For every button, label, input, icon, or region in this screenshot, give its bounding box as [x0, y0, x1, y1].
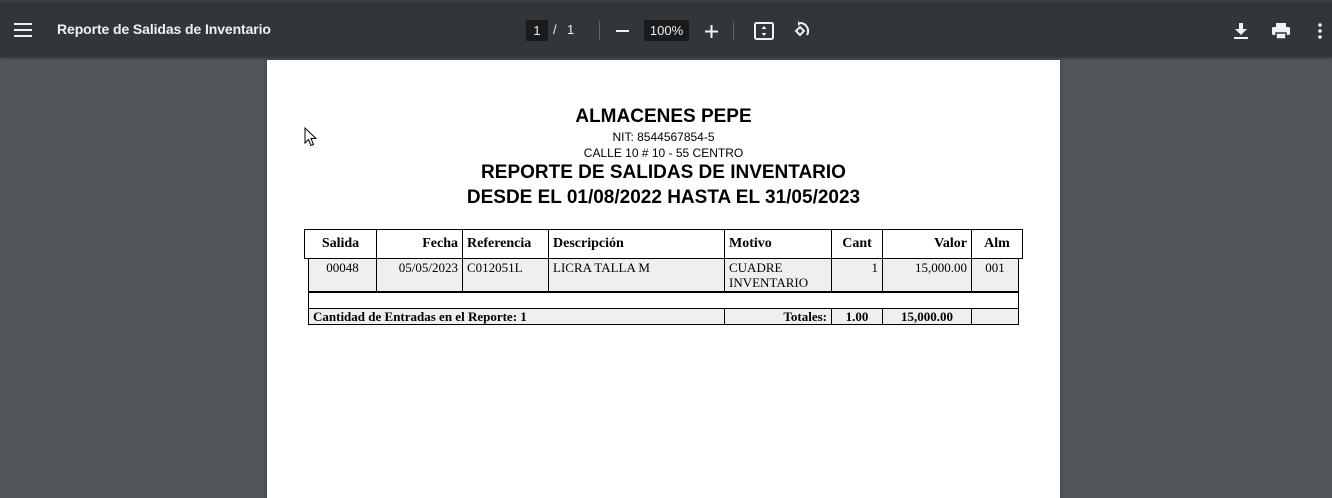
plus-icon: [705, 25, 718, 38]
col-header-salida: Salida: [304, 229, 377, 259]
print-icon: [1272, 23, 1290, 39]
download-icon: [1234, 23, 1248, 39]
fit-to-page-icon: [754, 22, 774, 40]
col-header-fecha: Fecha: [376, 229, 463, 259]
toolbar-divider: [733, 21, 734, 40]
rotate-button[interactable]: [788, 19, 812, 43]
document-title: Reporte de Salidas de Inventario: [57, 21, 271, 37]
col-header-motivo: Motivo: [724, 229, 832, 259]
col-header-descripcion: Descripción: [548, 229, 725, 259]
minus-icon: [616, 30, 629, 32]
cell-cant: 1: [831, 258, 883, 292]
total-alm-empty: [971, 308, 1019, 325]
zoom-in-button[interactable]: [700, 20, 722, 42]
motivo-line-1: CUADRE: [729, 260, 783, 275]
company-address: CALLE 10 # 10 - 55 CENTRO: [583, 146, 744, 160]
col-header-cant: Cant: [831, 229, 883, 259]
print-button[interactable]: [1269, 19, 1293, 43]
col-header-alm: Alm: [971, 229, 1023, 259]
download-button[interactable]: [1229, 19, 1253, 43]
more-vertical-icon: [1318, 23, 1322, 39]
report-title: REPORTE DE SALIDAS DE INVENTARIO: [481, 162, 846, 183]
toolbar-divider: [599, 21, 600, 40]
menu-button[interactable]: [8, 16, 38, 44]
cell-salida: 00048: [308, 258, 377, 292]
spacer-row: [308, 292, 1019, 309]
more-options-button[interactable]: [1310, 19, 1330, 43]
col-header-referencia: Referencia: [462, 229, 549, 259]
pdf-page: [267, 60, 1060, 498]
cell-fecha: 05/05/2023: [376, 258, 463, 292]
zoom-level-input[interactable]: 100%: [644, 20, 689, 41]
motivo-line-2: INVENTARIO: [729, 275, 809, 290]
page-separator: /: [553, 22, 557, 37]
cell-referencia: C012051L: [462, 258, 549, 292]
totals-label: Totales:: [724, 308, 832, 325]
pdf-toolbar: [0, 0, 1332, 57]
report-date-range: DESDE EL 01/08/2022 HASTA EL 31/05/2023: [466, 187, 861, 208]
entries-count: Cantidad de Entradas en el Reporte: 1: [308, 308, 725, 325]
total-pages: 1: [567, 22, 575, 37]
cell-valor: 15,000.00: [882, 258, 972, 292]
company-name: ALMACENES PEPE: [575, 106, 752, 127]
mouse-cursor-icon: [304, 127, 318, 147]
page-number-input[interactable]: 1: [526, 20, 548, 41]
col-header-valor: Valor: [882, 229, 972, 259]
cell-motivo: [724, 258, 832, 292]
cell-alm: 001: [971, 258, 1019, 292]
total-cant: 1.00: [831, 308, 883, 325]
rotate-counterclockwise-icon: [790, 21, 810, 41]
hamburger-menu-icon: [14, 23, 32, 37]
cell-descripcion: LICRA TALLA M: [548, 258, 725, 292]
zoom-out-button[interactable]: [611, 20, 633, 42]
fit-to-page-button[interactable]: [752, 19, 776, 43]
total-valor: 15,000.00: [882, 308, 972, 325]
company-nit: NIT: 8544567854-5: [612, 130, 715, 144]
